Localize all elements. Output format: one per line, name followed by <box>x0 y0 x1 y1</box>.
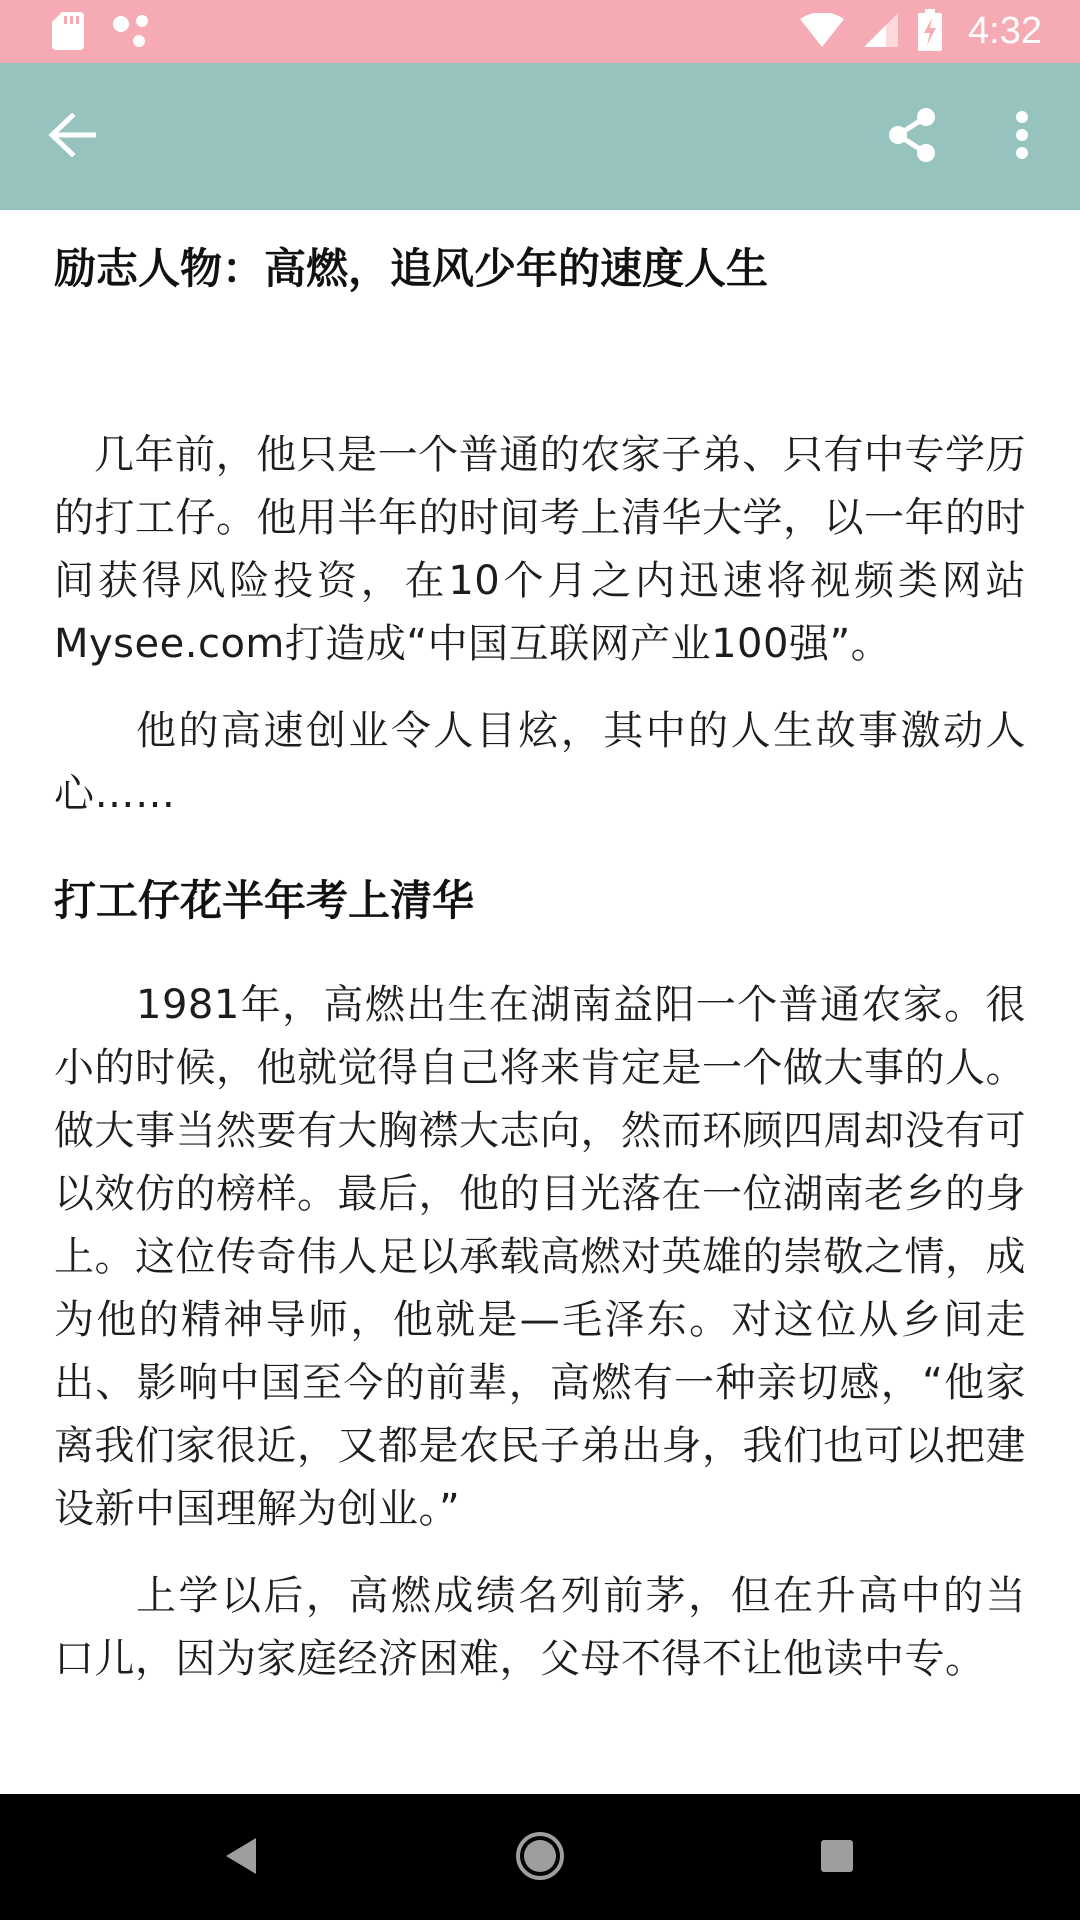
sd-card-icon <box>52 12 84 54</box>
app-bar <box>0 63 1080 210</box>
article-content[interactable] <box>0 210 1080 1794</box>
nav-recents-icon <box>819 1838 855 1878</box>
signal-icon <box>864 13 898 51</box>
dots-icon <box>112 13 154 53</box>
article-paragraph-2: 他的高速创业令人目炫，其中的人生故事激动人心…… <box>54 708 1026 817</box>
share-icon <box>886 107 938 167</box>
status-time: 4:32 <box>968 10 1042 52</box>
more-options-button[interactable] <box>986 101 1058 173</box>
section-paragraph-1: 1981年，高燃出生在湖南益阳一个普通农家。很小的时候，他就觉得自己将来肯定是一个做大事的人。做大事当然要有大胸襟大志向，然而环顾四周却没有可以效仿的榜样。最后，他的目光落在一位湖南老乡的身上。这位传奇伟人足以承载高燃对英雄的崇敬之情，成为他的精神导师，他就是—毛泽东。对这位从乡间走出、影响中国至今的前辈，高燃有一种亲切感，“他家离我们家很近，又都是农民子弟出身，我们也可以把建设新中国理解为创业。” <box>54 982 1026 1532</box>
back-arrow-icon <box>48 113 96 161</box>
nav-home-icon <box>515 1831 565 1885</box>
nav-back-button[interactable] <box>206 1822 278 1894</box>
back-button[interactable] <box>36 101 108 173</box>
article-title: 励志人物：高燃，追风少年的速度人生 <box>54 244 769 293</box>
status-bar <box>0 0 1080 63</box>
article-paragraph-1: 几年前，他只是一个普通的农家子弟、只有中专学历的打工仔。他用半年的时间考上清华大学，以一年的时间获得风险投资，在10个月之内迅速将视频类网站Mysee.com打造成“中国互联网产业100强”。 <box>54 432 1026 667</box>
nav-home-button[interactable] <box>504 1822 576 1894</box>
nav-back-icon <box>224 1836 260 1880</box>
battery-charging-icon <box>918 9 942 55</box>
more-vert-icon <box>1015 110 1029 164</box>
section-paragraph-2: 上学以后，高燃成绩名列前茅，但在升高中的当口儿，因为家庭经济困难，父母不得不让他读中专。 <box>54 1573 1026 1682</box>
nav-recents-button[interactable] <box>801 1822 873 1894</box>
wifi-icon <box>800 13 844 51</box>
status-right-icons <box>800 0 1042 63</box>
system-nav-bar <box>0 1794 1080 1920</box>
section-heading: 打工仔花半年考上清华 <box>54 876 475 925</box>
status-left-icons <box>52 12 154 54</box>
share-button[interactable] <box>876 101 948 173</box>
